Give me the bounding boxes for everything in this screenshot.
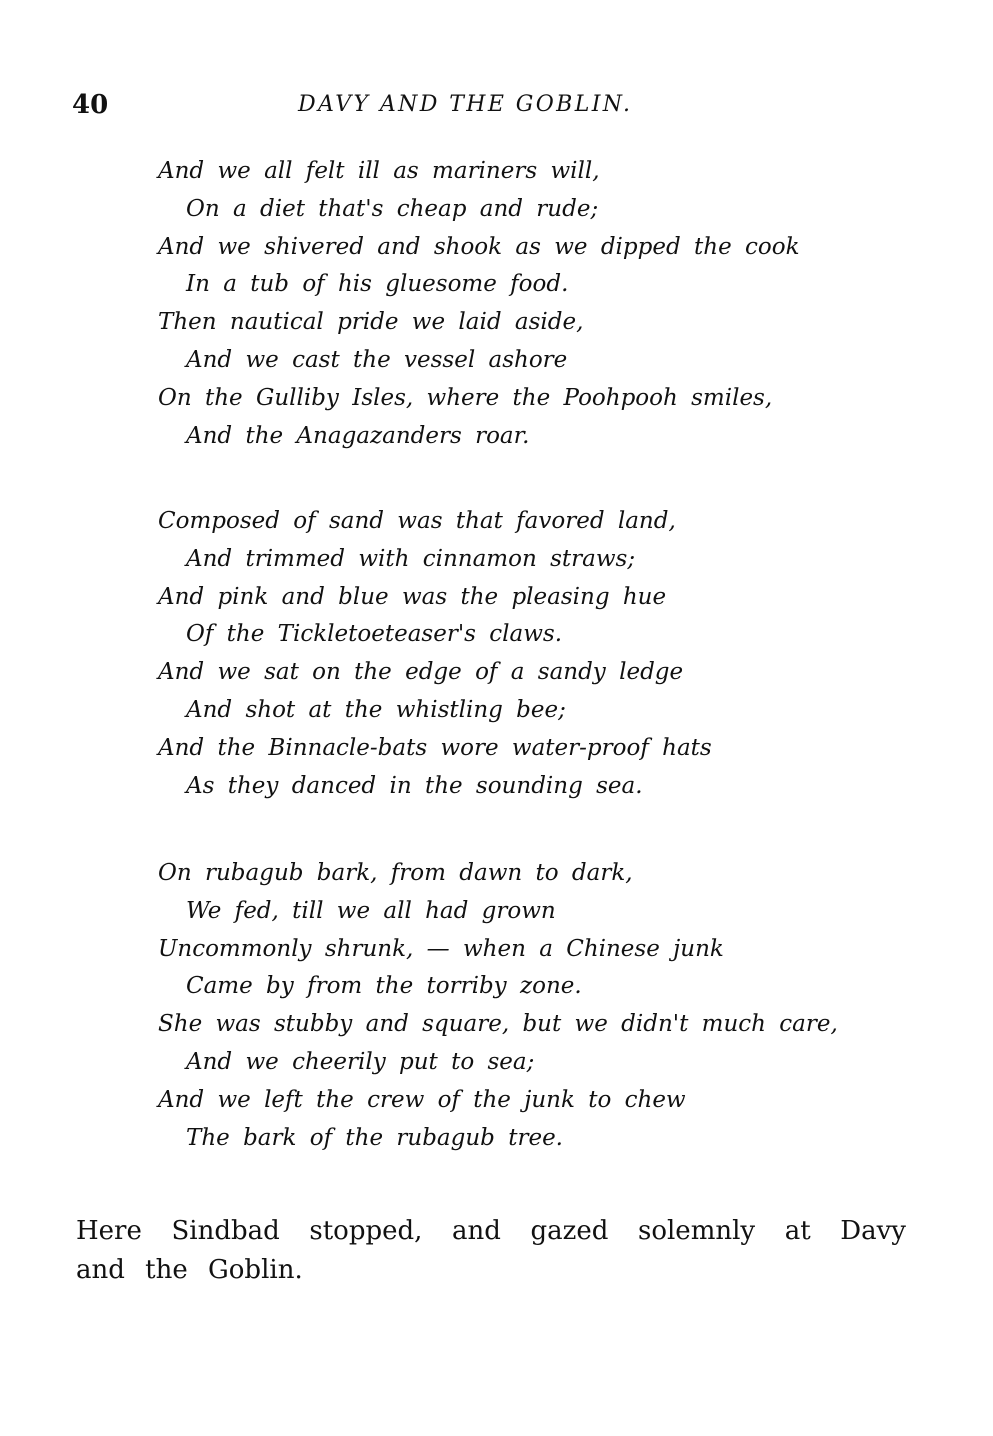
verse-line: She was stubby and square, but we didn't much care, — [158, 1011, 838, 1038]
verse-line: Then nautical pride we laid aside, — [158, 309, 584, 336]
page-number: 40 — [72, 90, 109, 120]
verse-line: And we all felt ill as mariners will, — [158, 158, 600, 184]
verse-line: On rubagub bark, from dawn to dark, — [158, 860, 633, 886]
verse-line: Came by from the torriby zone. — [186, 973, 582, 1000]
verse-line: And trimmed with cinnamon straws; — [186, 545, 636, 572]
verse-line: And we cheerily put to sea; — [186, 1048, 535, 1075]
stanza-2 — [158, 503, 878, 805]
verse-line: And we left the crew of the junk to chew — [158, 1086, 686, 1113]
verse-line: And the Binnacle-bats wore water-proof hats — [158, 734, 712, 761]
verse-line: The bark of the rubagub tree. — [186, 1124, 563, 1151]
verse-line: And shot at the whistling bee; — [186, 696, 566, 723]
verse-line: And the Anagazanders roar. — [186, 422, 530, 449]
verse-line: On the Gulliby Isles, where the Poohpooh smiles, — [158, 384, 773, 411]
stanza-3 — [158, 855, 878, 1157]
verse-line: In a tub of his gluesome food. — [186, 271, 569, 298]
verse-line: We fed, till we all had grown — [186, 897, 556, 924]
verse-line: And pink and blue was the pleasing hue — [158, 583, 667, 610]
verse-line: Of the Tickletoeteaser's claws. — [186, 621, 563, 648]
verse-line: And we shivered and shook as we dipped the cook — [158, 233, 800, 260]
running-title: DAVY AND THE GOBLIN. — [298, 92, 633, 117]
stanza-1 — [158, 153, 878, 455]
verse-line: And we sat on the edge of a sandy ledge — [158, 659, 684, 686]
verse-line: Composed of sand was that favored land, — [158, 508, 676, 534]
verse-line: And we cast the vessel ashore — [186, 346, 568, 373]
verse-line: Uncommonly shrunk, — when a Chinese junk — [158, 935, 724, 962]
verse-line: As they danced in the sounding sea. — [186, 772, 643, 799]
prose-paragraph: Here Sindbad stopped, and gazed solemnly at Davy and the Goblin. — [76, 1216, 906, 1285]
verse-line: On a diet that's cheap and rude; — [186, 195, 599, 222]
